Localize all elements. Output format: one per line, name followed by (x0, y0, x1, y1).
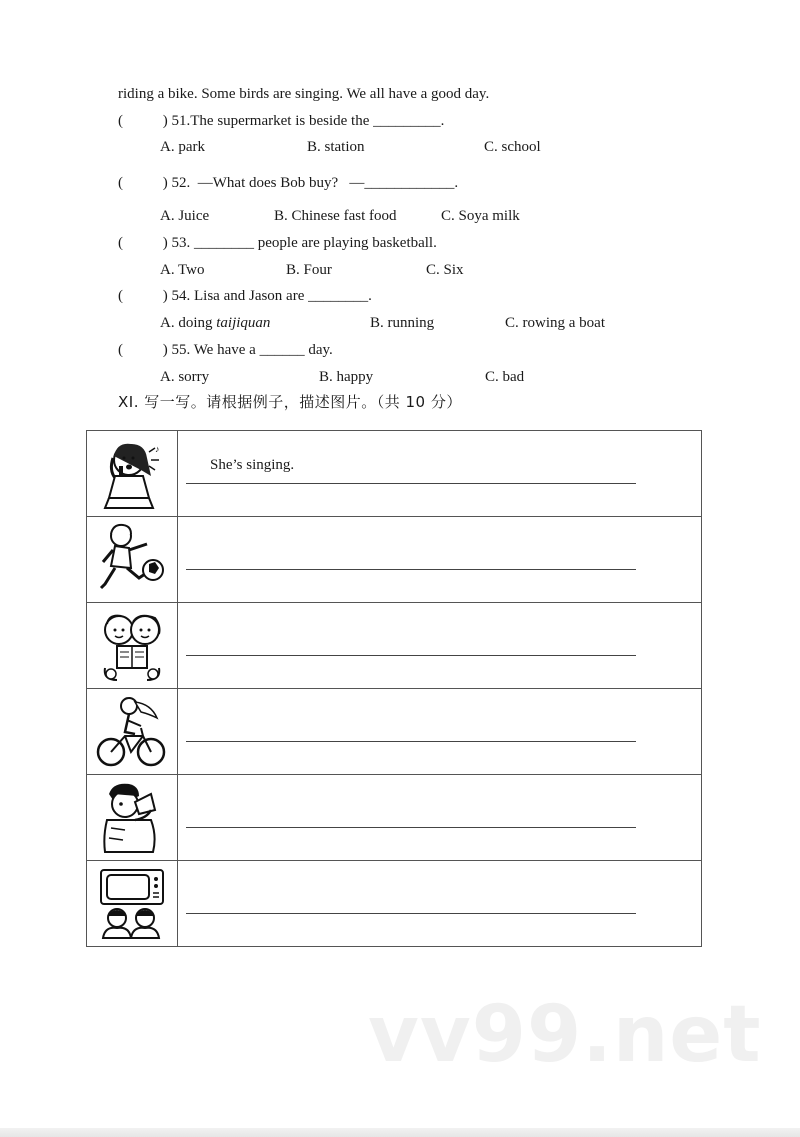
question-51-text: ) 51.The supermarket is beside the (162, 113, 370, 129)
picture-cell (87, 861, 178, 947)
table-row (87, 861, 702, 947)
answer-cell[interactable] (178, 517, 702, 603)
picture-cell (87, 775, 178, 861)
answer-line (186, 569, 636, 570)
watermark: vv99.net (368, 990, 762, 1080)
writing-table (86, 430, 702, 947)
option-55-a: A. sorry (160, 369, 210, 385)
answer-cell[interactable] (178, 431, 702, 517)
boy-football-picture (95, 522, 169, 598)
option-53-a: A. Two (160, 262, 205, 278)
option-53-c: C. Six (426, 262, 464, 278)
answer-line (186, 483, 636, 484)
boy-drinking-picture (95, 780, 169, 856)
table-row (87, 689, 702, 775)
picture-cell (87, 431, 178, 517)
answer-cell[interactable] (178, 689, 702, 775)
question-52-num: ) 52. (162, 175, 191, 191)
question-52-question: —What does Bob buy? (197, 175, 339, 191)
answer-line (186, 913, 636, 914)
children-reading-picture (95, 608, 169, 684)
example-answer: She’s singing. (210, 457, 295, 473)
table-row (87, 775, 702, 861)
option-51-a: A. park (160, 139, 205, 155)
children-tv-picture (95, 866, 169, 942)
answer-cell[interactable] (178, 775, 702, 861)
section-heading: XI. 写一写。请根据例子，描述图片。（共 10 分） (118, 393, 462, 411)
question-53: ( ) 53. ________ people are playing basketball. (118, 235, 437, 251)
option-55-c: C. bad (485, 369, 525, 385)
question-53-blank: ________ (194, 235, 254, 251)
question-54: ( ) 54. Lisa and Jason are ________. (118, 288, 372, 304)
svg-text:♪: ♪ (155, 443, 160, 454)
question-52-blank: ____________ (364, 175, 455, 191)
option-53-b: B. Four (286, 262, 332, 278)
answer-line (186, 655, 636, 656)
option-52-b: B. Chinese fast food (274, 208, 397, 224)
option-54-a-italic: taijiquan (216, 315, 271, 331)
girl-bike-picture (95, 694, 169, 770)
question-55: ( ) 55. We have a ______ day. (118, 342, 333, 358)
table-row (87, 603, 702, 689)
question-51: ( ) 51.The supermarket is beside the _________. (118, 113, 445, 129)
option-51-b: B. station (307, 139, 365, 155)
paren-open: ( (118, 113, 123, 129)
picture-cell (87, 517, 178, 603)
question-51-blank: _________ (373, 113, 441, 129)
answer-line (186, 741, 636, 742)
page-bottom-edge (0, 1128, 800, 1137)
table-row (87, 517, 702, 603)
question-54-blank: ________ (308, 288, 369, 304)
option-54-c: C. rowing a boat (505, 315, 605, 331)
picture-cell (87, 603, 178, 689)
answer-cell[interactable] (178, 861, 702, 947)
option-55-b: B. happy (319, 369, 374, 385)
question-52: ( ) 52. —What does Bob buy? —____________. (118, 175, 459, 191)
option-52-a: A. Juice (160, 208, 210, 224)
option-54-a: A. doing taijiquan (160, 315, 271, 331)
girl-singing-picture (95, 436, 169, 512)
option-51-c: C. school (484, 139, 541, 155)
answer-cell[interactable] (178, 603, 702, 689)
picture-cell (87, 689, 178, 775)
question-55-blank: ______ (259, 342, 305, 358)
table-row (87, 431, 702, 517)
option-54-b: B. running (370, 315, 435, 331)
answer-line (186, 827, 636, 828)
intro-text: riding a bike. Some birds are singing. We all have a good day. (118, 86, 490, 102)
option-52-c: C. Soya milk (441, 208, 520, 224)
